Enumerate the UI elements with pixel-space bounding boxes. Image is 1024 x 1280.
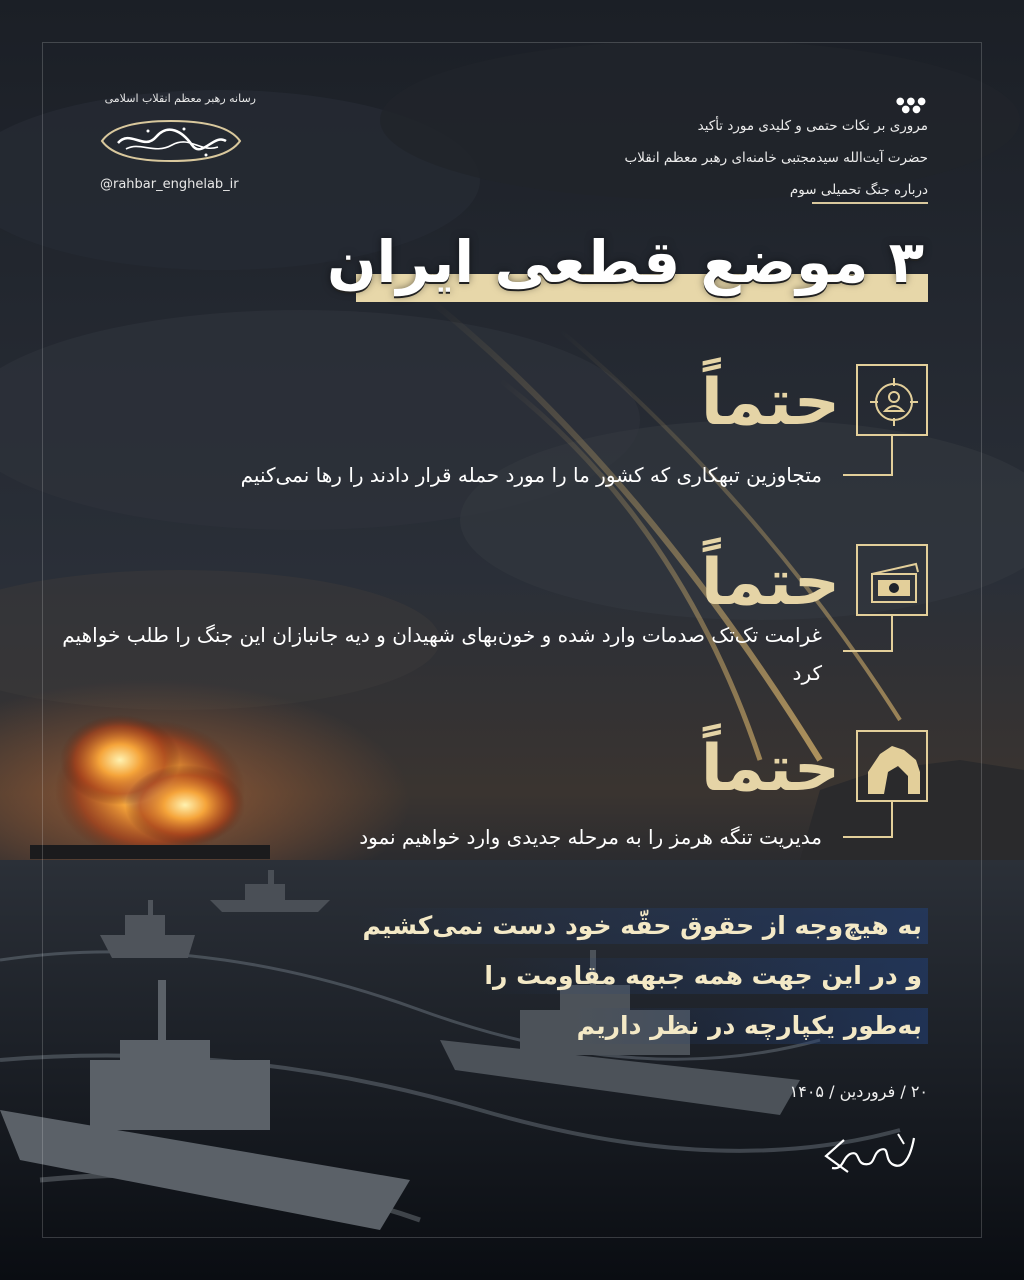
point-text: مدیریت تنگه هرمز را به مرحله جدیدی وارد خواهیم نمود <box>359 825 822 849</box>
point-2 <box>62 544 928 694</box>
dots-icon: ●●● ●● <box>895 96 928 115</box>
connector-line <box>843 650 893 652</box>
money-envelope-icon <box>856 544 928 616</box>
intro-line: حضرت آیت‌الله سیدمجتبی خامنه‌ای رهبر معظم انقلاب <box>624 150 928 166</box>
point-heading: حتماً <box>700 732 840 806</box>
point-heading: حتماً <box>700 366 840 440</box>
intro-block <box>508 98 928 206</box>
closing-line: و در این جهت همه جبهه مقاومت را <box>478 958 928 994</box>
connector-line <box>843 474 893 476</box>
closing-line: به‌طور یکپارچه در نظر داریم <box>571 1008 928 1044</box>
calligraphy-seal-icon <box>96 115 246 167</box>
strait-map-icon <box>856 730 928 802</box>
title-block <box>328 228 928 328</box>
point-text: متجاوزین تبهکاری که کشور ما را مورد حمله قرار دادند را رها نمی‌کنیم <box>240 463 822 487</box>
point-3 <box>128 730 928 860</box>
date-stamp: ۲۰ / فروردین / ۱۴۰۵ <box>789 1082 928 1101</box>
page-title: ۳ موضع قطعی ایران <box>327 228 924 296</box>
closing-statement <box>228 908 928 1058</box>
media-caption: رسانه رهبر معظم انقلاب اسلامی <box>104 92 256 105</box>
point-text: غرامت تک‌تک صدمات وارد شده و خون‌بهای شهیدان و دیه جانبازان این جنگ را طلب خواهیم کرد <box>62 623 822 685</box>
connector-line <box>891 616 893 652</box>
calligraphy-seal <box>96 115 246 167</box>
intro-line: مروری بر نکات حتمی و کلیدی مورد تأکید <box>697 118 928 134</box>
social-handle: @rahbar_enghelab_ir <box>100 177 239 192</box>
connector-line <box>843 836 893 838</box>
logo-block <box>96 92 256 192</box>
point-heading: حتماً <box>700 546 840 620</box>
target-person-icon <box>856 364 928 436</box>
signature-icon <box>814 1120 924 1190</box>
connector-line <box>891 802 893 838</box>
closing-line: به هیچ‌وجه از حقوق حقّه خود دست نمی‌کشیم <box>356 908 928 944</box>
intro-line: درباره جنگ تحمیلی سوم <box>789 182 928 198</box>
point-1 <box>128 364 928 487</box>
connector-line <box>891 436 893 476</box>
intro-divider <box>812 202 928 204</box>
